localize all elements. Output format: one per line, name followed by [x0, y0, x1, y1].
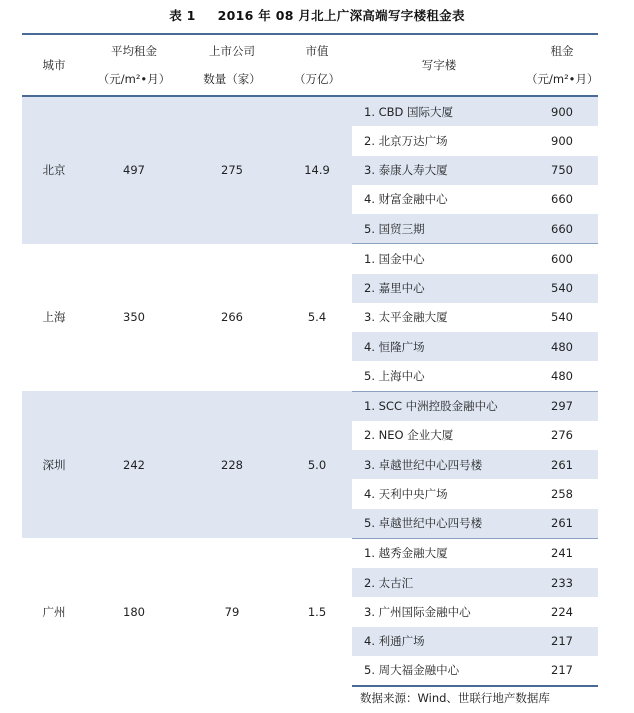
- table-row: [22, 96, 598, 126]
- listed-count-cell: 266: [221, 310, 243, 325]
- building-cell: 4. 天利中央广场: [352, 479, 526, 508]
- city-group-beijing: [22, 96, 598, 244]
- rent-cell: 660: [526, 214, 598, 244]
- building-cell: 3. 卓越世纪中心四号楼: [352, 450, 526, 479]
- market-value-cell: 5.0: [282, 391, 352, 538]
- header-market-value: [282, 34, 352, 96]
- building-cell: 1. 越秀金融大厦: [364, 546, 448, 561]
- market-value-cell: 1.5: [307, 605, 327, 620]
- rent-cell: 233: [526, 568, 598, 597]
- rent-cell: 261: [526, 450, 598, 479]
- building-cell: 5. 卓越世纪中心四号楼: [352, 509, 526, 539]
- rent-cell: 540: [551, 310, 573, 325]
- table-caption: 2016 年 08 月北上广深高端写字楼租金表: [217, 8, 465, 23]
- building-cell: 2. NEO 企业大厦: [352, 421, 526, 450]
- rent-cell: 540: [526, 274, 598, 303]
- header-avg-rent-line2: （元/m²•月）: [97, 72, 171, 86]
- listed-count-cell: 228: [182, 391, 282, 538]
- rent-cell: 261: [526, 509, 598, 539]
- table-row: [22, 538, 598, 568]
- header-avg-rent: [86, 34, 182, 96]
- building-cell: 1. CBD 国际大厦: [352, 96, 526, 126]
- market-value-cell: 5.4: [307, 310, 327, 325]
- city-group-shenzhen: [22, 391, 598, 538]
- header-building: 写字楼: [352, 34, 526, 96]
- building-cell: 2. 太古汇: [352, 568, 526, 597]
- header-market-value-line2: （万亿）: [294, 72, 340, 86]
- rent-cell: 258: [526, 479, 598, 508]
- rent-cell: 900: [526, 96, 598, 126]
- city-cell: 广州: [42, 605, 66, 620]
- city-cell: 北京: [22, 96, 86, 244]
- city-group-guangzhou: [22, 538, 598, 686]
- building-cell: 2. 北京万达广场: [352, 126, 526, 155]
- rent-table: [22, 33, 598, 687]
- city-cell: 上海: [42, 310, 66, 325]
- header-listed-line1: 上市公司: [209, 44, 255, 58]
- building-cell: 4. 恒隆广场: [352, 332, 526, 361]
- data-source-note: 数据来源：Wind、世联行地产数据库: [360, 691, 550, 705]
- header-row: [22, 34, 598, 96]
- rent-cell: 276: [526, 421, 598, 450]
- rent-cell: 241: [551, 546, 573, 561]
- avg-rent-cell: 242: [86, 391, 182, 538]
- header-city: 城市: [22, 34, 86, 96]
- header-market-value-line1: 市值: [305, 44, 329, 58]
- table-row: [22, 244, 598, 274]
- city-group-shanghai: [22, 244, 598, 391]
- building-cell: 5. 周大福金融中心: [352, 656, 526, 686]
- city-cell: 深圳: [22, 391, 86, 538]
- listed-count-cell: 275: [182, 96, 282, 244]
- rent-cell: 224: [551, 604, 573, 619]
- building-cell: 1. SCC 中洲控股金融中心: [352, 391, 526, 421]
- header-rent-line1: 租金: [550, 44, 574, 58]
- table-number: 表 1: [169, 8, 196, 23]
- avg-rent-cell: 497: [86, 96, 182, 244]
- building-cell: 1. 国金中心: [364, 251, 425, 266]
- avg-rent-cell: 180: [123, 605, 145, 620]
- listed-count-cell: 79: [224, 605, 240, 620]
- header-rent-line2: （元/m²•月）: [526, 72, 599, 86]
- header-rent: [526, 34, 598, 96]
- rent-cell: 660: [526, 185, 598, 214]
- building-cell: 4. 财富金融中心: [352, 185, 526, 214]
- building-cell: 5. 国贸三期: [352, 214, 526, 244]
- header-avg-rent-line1: 平均租金: [111, 44, 157, 58]
- rent-cell: 600: [551, 251, 573, 266]
- building-cell: 3. 广州国际金融中心: [364, 604, 471, 619]
- rent-cell: 297: [526, 391, 598, 421]
- rent-cell: 217: [526, 627, 598, 656]
- rent-cell: 480: [526, 332, 598, 361]
- building-cell: 3. 太平金融大厦: [364, 310, 448, 325]
- header-listed: [182, 34, 282, 96]
- rent-cell: 480: [526, 361, 598, 391]
- rent-cell: 750: [526, 156, 598, 185]
- rent-cell: 217: [526, 656, 598, 686]
- table-title: [0, 6, 634, 24]
- building-cell: 3. 泰康人寿大厦: [352, 156, 526, 185]
- building-cell: 4. 利通广场: [352, 627, 526, 656]
- header-listed-line2: 数量（家）: [203, 72, 261, 86]
- avg-rent-cell: 350: [123, 310, 145, 325]
- table-row: [22, 391, 598, 421]
- building-cell: 5. 上海中心: [352, 361, 526, 391]
- market-value-cell: 14.9: [282, 96, 352, 244]
- building-cell: 2. 嘉里中心: [352, 274, 526, 303]
- rent-cell: 900: [526, 126, 598, 155]
